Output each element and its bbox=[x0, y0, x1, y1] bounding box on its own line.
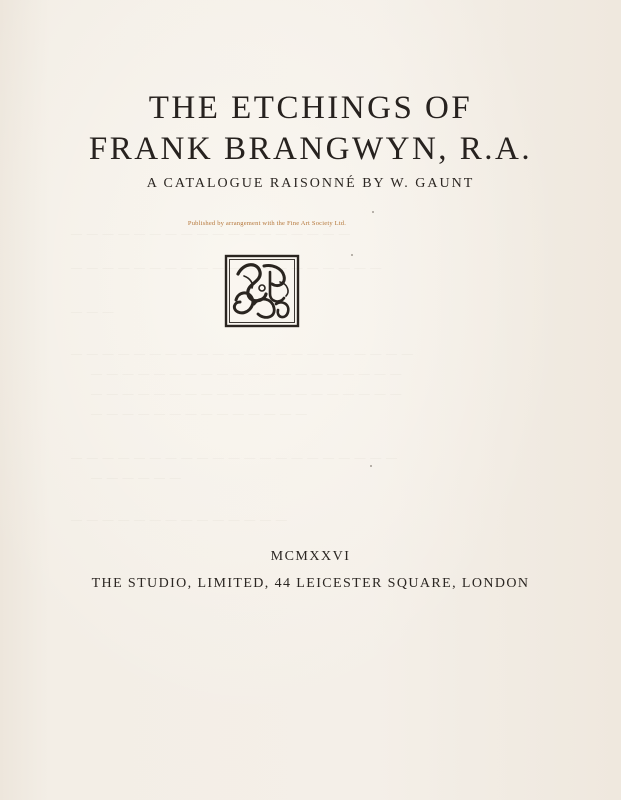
publisher-note: Published by arrangement with the Fine Art Society Ltd. bbox=[187, 220, 347, 227]
show-through-text: — — — — — — — — — — — — — — — — — — — — — bbox=[70, 452, 397, 464]
show-through-text: — — — — — — — — — — — — — — — — — — — — — — bbox=[70, 348, 413, 360]
show-through-text: — — — — — — — — — — — — — — bbox=[90, 408, 307, 420]
publisher-imprint: THE STUDIO, LIMITED, 44 LEICESTER SQUARE, LONDON bbox=[91, 576, 530, 591]
publication-year: MCMXXVI bbox=[270, 549, 351, 564]
show-through-text: — — — — — — — — — — — — — — — — — — — — bbox=[70, 262, 382, 274]
book-title-line-2: FRANK BRANGWYN, R.A. bbox=[88, 131, 533, 167]
show-through-text: — — — — — — — — — — — — — — bbox=[70, 514, 287, 526]
show-through-text: — — — — — — — — — — — — — — — — — — — — bbox=[90, 368, 402, 380]
show-through-text: — — — — — — bbox=[90, 472, 181, 484]
show-through-text: — — — bbox=[70, 306, 114, 318]
book-subtitle: A CATALOGUE RAISONNÉ BY W. GAUNT bbox=[146, 176, 475, 191]
paper-speck bbox=[370, 465, 372, 467]
book-title-line-1: THE ETCHINGS OF bbox=[148, 90, 473, 126]
publisher-monogram-logo bbox=[224, 254, 300, 328]
paper-speck bbox=[351, 254, 353, 256]
show-through-text: — — — — — — — — — — — — — — — — — — bbox=[70, 228, 350, 240]
paper-speck bbox=[372, 211, 374, 213]
show-through-text: — — — — — — — — — — — — — — — — — — — — bbox=[90, 388, 402, 400]
